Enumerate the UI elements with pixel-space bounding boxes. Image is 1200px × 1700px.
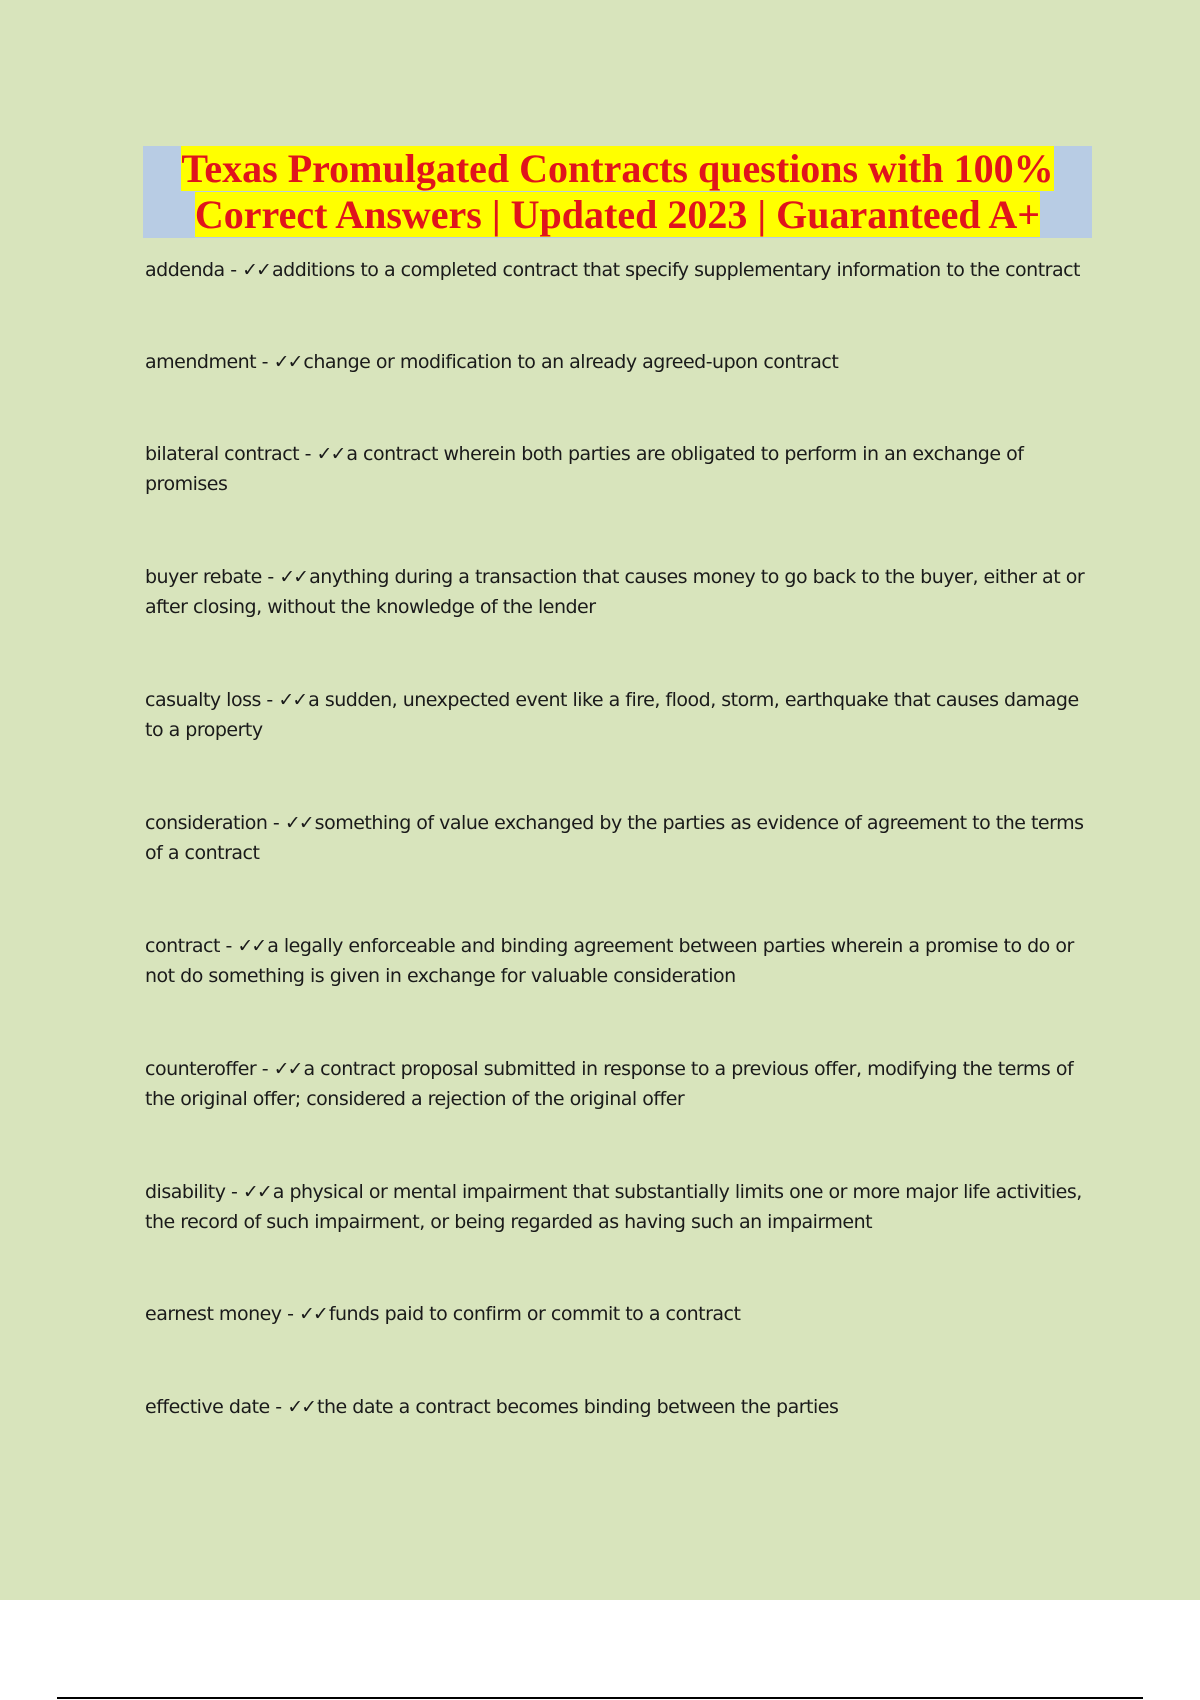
entry-term: casualty loss [145,689,261,711]
list-item [145,439,1095,499]
entry-term: effective date [145,1396,270,1418]
list-item [145,685,1095,745]
title-block [143,146,1092,238]
double-check-icon: ✓✓ [287,1396,316,1418]
double-check-icon: ✓✓ [284,812,313,834]
list-item [145,808,1095,868]
double-check-icon: ✓✓ [273,351,302,373]
list-item [145,347,1095,377]
entry-separator: - [267,812,285,834]
entry-definition: a contract proposal submitted in response to a previous offer, modifying the terms of the original offer; considered a rejection of the original offer [145,1058,1074,1110]
entry-separator: - [281,1303,299,1325]
double-check-icon: ✓✓ [242,1181,271,1203]
entry-term: amendment [145,351,257,373]
entry-definition: a legally enforceable and binding agreement between parties wherein a promise to do or not do something is given in exchange for valuable consideration [145,935,1074,987]
entry-separator: - [256,351,274,373]
entry-definition: a physical or mental impairment that substantially limits one or more major life activities, the record of such impairment, or being regarded as having such an impairment [145,1181,1082,1233]
double-check-icon: ✓✓ [242,259,270,281]
entry-definition: a sudden, unexpected event like a fire, flood, storm, earthquake that causes damage to a property [145,689,1079,741]
entry-separator: - [256,1058,274,1080]
entry-definition: the date a contract becomes binding between the parties [317,1396,839,1418]
entry-separator: - [261,566,280,588]
double-check-icon: ✓✓ [278,689,307,711]
entry-separator: - [219,935,238,957]
entry-term: disability [145,1181,226,1203]
list-item [145,931,1095,991]
entry-separator: - [260,689,279,711]
entry-separator: - [269,1396,288,1418]
entry-separator: - [225,1181,243,1203]
entry-term: buyer rebate [145,566,262,588]
entry-term: addenda [145,259,225,281]
double-check-icon: ✓✓ [237,935,266,957]
list-item [145,1054,1095,1114]
double-check-icon: ✓✓ [273,1058,302,1080]
entry-definition: a contract wherein both parties are obligated to perform in an exchange of promises [145,443,1024,495]
list-item [145,255,1095,285]
title-line-1: Texas Promulgated Contracts questions with 100% [181,146,1054,191]
entry-separator: - [224,259,243,281]
document-title [143,146,1092,238]
entry-definition: anything during a transaction that causes money to go back to the buyer, either at or after closing, without the knowledge of the lender [145,566,1085,618]
double-check-icon: ✓✓ [298,1303,327,1325]
double-check-icon: ✓✓ [279,566,308,588]
entry-term: earnest money [145,1303,282,1325]
footer-divider [57,1697,1143,1699]
title-line-2: Correct Answers | Updated 2023 | Guaranteed A+ [194,192,1041,237]
entry-definition: funds paid to confirm or commit to a contract [328,1303,741,1325]
list-item [145,1392,1095,1422]
entry-term: counteroffer [145,1058,257,1080]
double-check-icon: ✓✓ [316,443,345,465]
entry-separator: - [299,443,317,465]
list-item [145,562,1095,622]
list-item [145,1299,1095,1329]
entry-definition: change or modification to an already agreed-upon contract [303,351,839,373]
entry-definition: additions to a completed contract that specify supplementary information to the contract [271,259,1080,281]
entry-term: consideration [145,812,268,834]
entry-term: contract [145,935,220,957]
entry-definition: something of value exchanged by the parties as evidence of agreement to the terms of a contract [145,812,1084,864]
entry-term: bilateral contract [145,443,300,465]
list-item [145,1177,1095,1237]
